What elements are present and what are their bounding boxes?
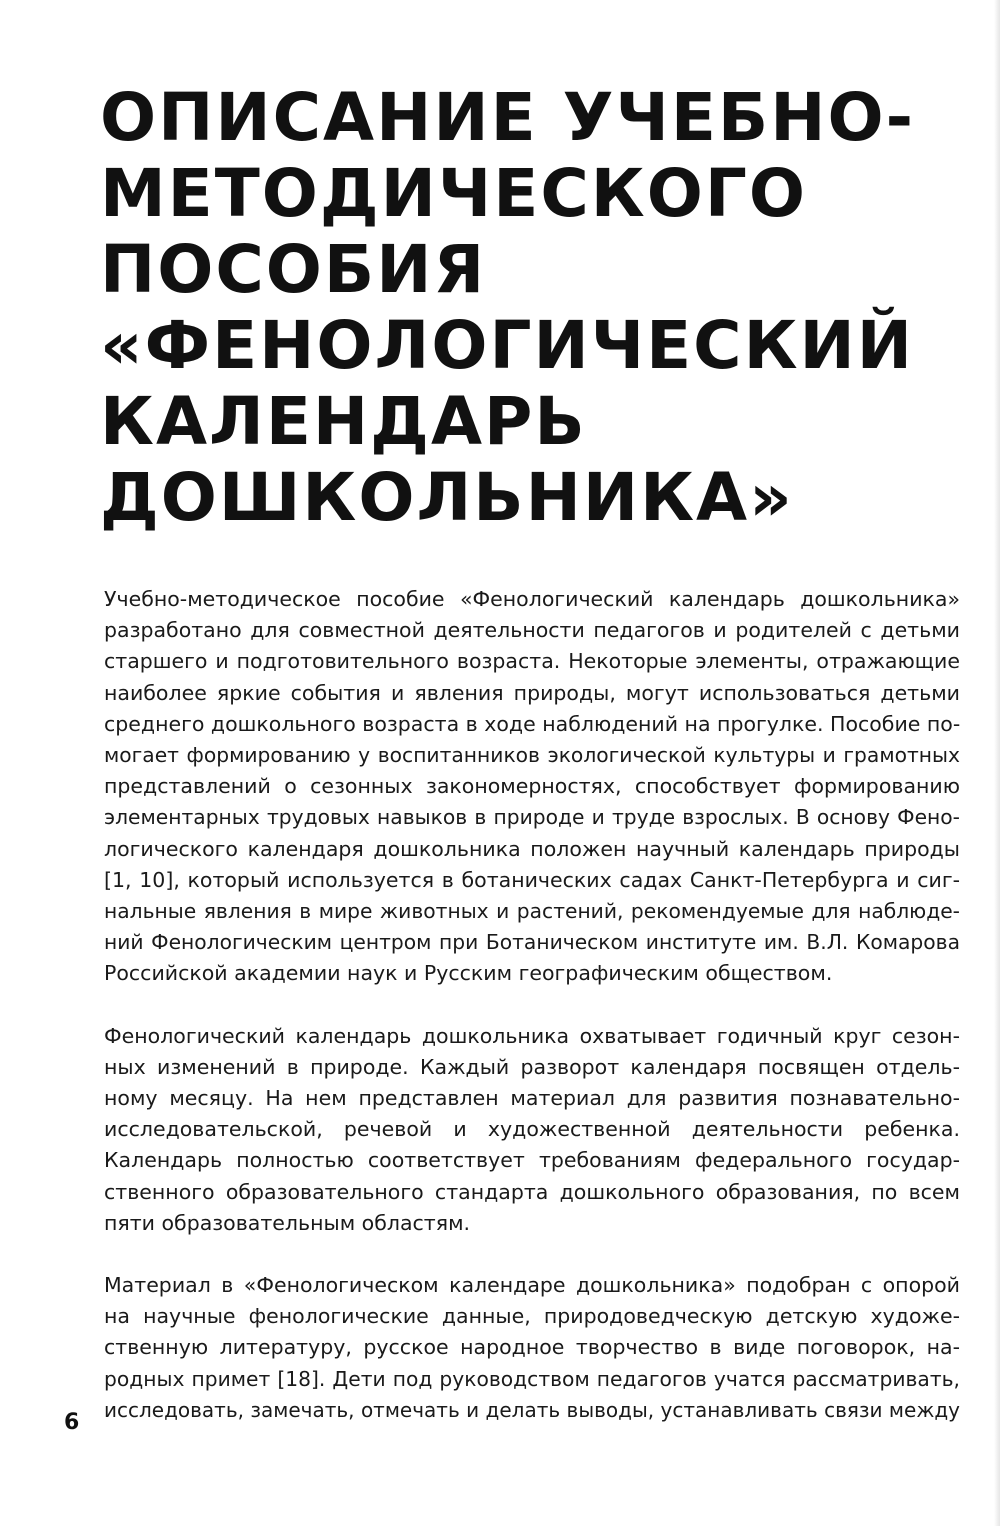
text-line: родных примет [18]. Дети под руководством педагогов учатся рассматривать, — [104, 1366, 960, 1391]
text-line: элементарных трудовых навыков в природе и труде взрослых. В основу Фено- — [104, 805, 960, 830]
text-line: ному месяцу. На нем представлен материал для развития познавательно- — [104, 1086, 960, 1111]
title-line-5: КАЛЕНДАРЬ — [100, 383, 587, 460]
title-line-1: ОПИСАНИЕ УЧЕБНО- — [100, 79, 915, 156]
text-line: пяти образовательным областям. — [104, 1210, 471, 1235]
text-line: представлений о сезонных закономерностях, способствует формированию — [104, 774, 960, 799]
text-line: наиболее яркие события и явления природы, могут использоваться детьми — [104, 680, 960, 705]
title-line-2: МЕТОДИЧЕСКОГО — [100, 155, 807, 232]
text-line: нальные явления в мире животных и растений, рекомендуемые для наблюде- — [104, 899, 960, 924]
text-line: разработано для совместной деятельности педагогов и родителей с детьми — [104, 618, 960, 643]
paragraph-1 — [104, 584, 960, 990]
text-line: могает формированию у воспитанников экологической культуры и грамотных — [104, 743, 960, 768]
text-line: старшего и подготовительного возраста. Некоторые элементы, отражающие — [104, 649, 960, 674]
page-title — [100, 80, 920, 536]
text-line: ственную литературу, русское народное творчество в виде поговорок, на- — [104, 1335, 960, 1360]
text-line: логического календаря дошкольника положен научный календарь природы — [104, 836, 960, 861]
text-line: Материал в «Фенологическом календаре дошкольника» подобран с опорой — [104, 1273, 960, 1298]
title-line-4: «ФЕНОЛОГИЧЕСКИЙ — [100, 307, 915, 384]
paragraph-2 — [104, 1021, 960, 1239]
text-line: исследовать, замечать, отмечать и делать выводы, устанавливать связи между — [104, 1397, 960, 1422]
text-line: Российской академии наук и Русским географическим обществом. — [104, 961, 833, 986]
text-line: Фенологический календарь дошкольника охватывает годичный круг сезон- — [104, 1023, 960, 1048]
text-line: ний Фенологическим центром при Ботаническом институте им. В.Л. Комарова — [104, 930, 960, 955]
text-line: ных изменений в природе. Каждый разворот календаря посвящен отдель- — [104, 1054, 960, 1079]
page-edge-shadow — [994, 0, 1000, 1526]
text-line: на научные фенологические данные, природоведческую детскую художе- — [104, 1304, 960, 1329]
title-line-6: ДОШКОЛЬНИКА» — [100, 459, 794, 536]
body-text — [104, 584, 960, 1457]
text-line: исследовательской, речевой и художественной деятельности ребенка. — [104, 1117, 960, 1142]
text-line: [1, 10], который используется в ботанических садах Санкт-Петербурга и сиг- — [104, 867, 960, 892]
paragraph-3 — [104, 1270, 960, 1426]
text-line: среднего дошкольного возраста в ходе наблюдений на прогулке. Пособие по- — [104, 711, 961, 736]
text-line: Учебно-методическое пособие «Фенологический календарь дошкольника» — [104, 587, 960, 611]
title-line-3: ПОСОБИЯ — [100, 231, 487, 308]
text-line: Календарь полностью соответствует требованиям федерального государ- — [104, 1148, 960, 1173]
page-number: 6 — [64, 1410, 80, 1435]
text-line: ственного образовательного стандарта дошкольного образования, по всем — [104, 1179, 960, 1204]
